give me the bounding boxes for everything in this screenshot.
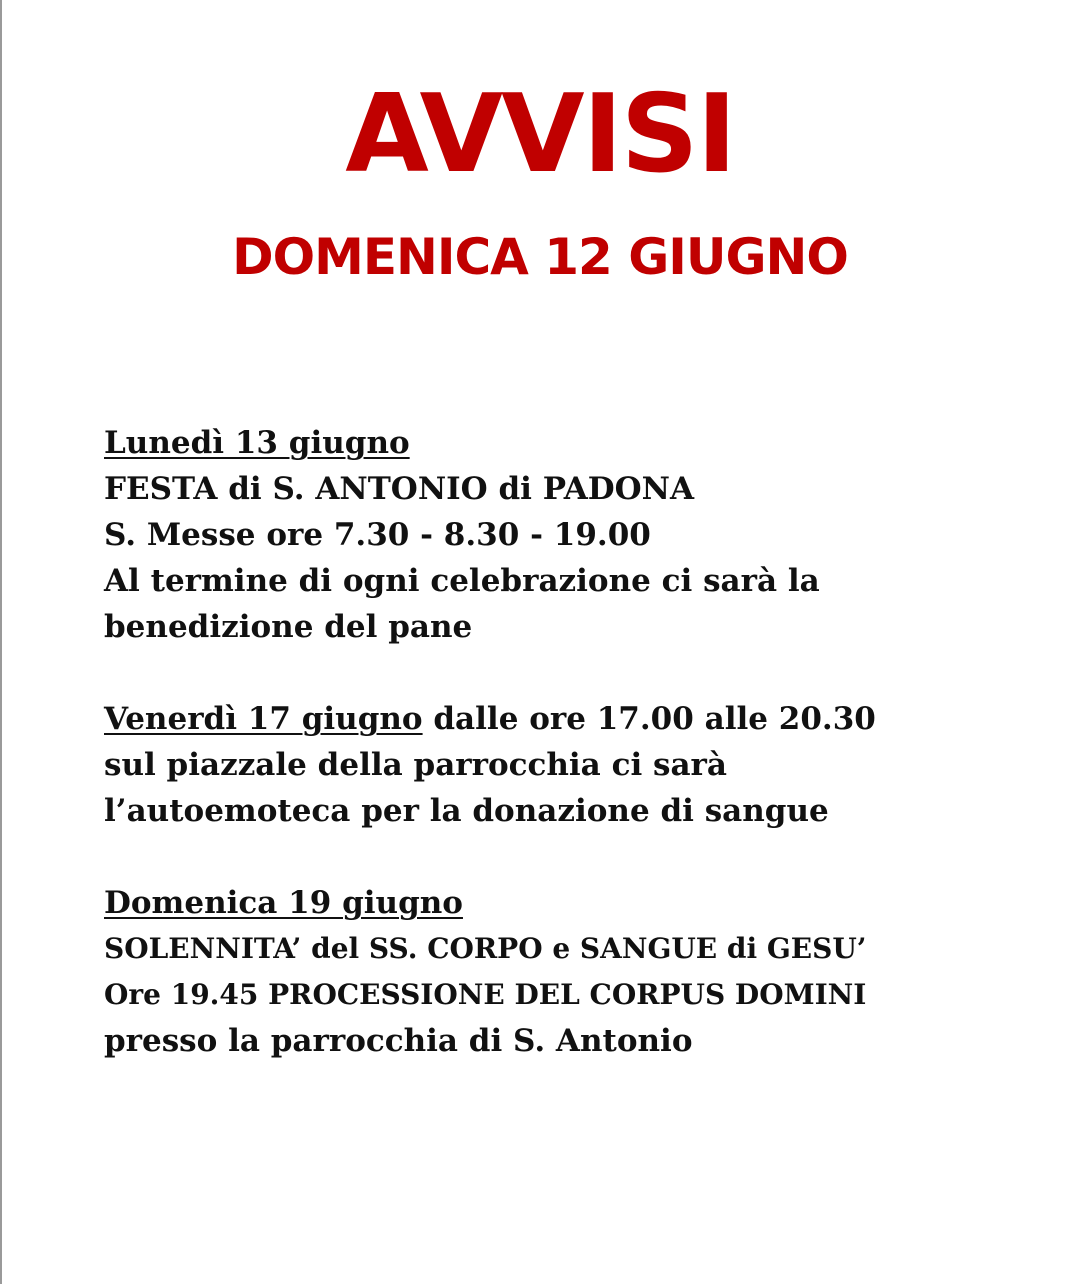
notice-line: presso la parrocchia di S. Antonio <box>104 1023 693 1059</box>
spacer <box>104 834 1064 880</box>
notice-line: FESTA di S. ANTONIO di PADONA <box>104 471 695 507</box>
notice-date: Domenica 19 giugno <box>104 885 463 921</box>
notices-list <box>104 420 1064 1064</box>
notice-monday <box>104 420 1064 650</box>
notice-line: Ore 19.45 PROCESSIONE DEL CORPUS DOMINI <box>104 978 867 1011</box>
notice-sunday <box>104 880 1064 1064</box>
notice-date: Lunedì 13 giugno <box>104 425 410 461</box>
notice-line: SOLENNITA’ del SS. CORPO e SANGUE di GESU’ <box>104 932 867 965</box>
notice-friday <box>104 696 1064 834</box>
notice-line: l’autoemoteca per la donazione di sangue <box>104 793 829 829</box>
notice-line: benedizione del pane <box>104 609 473 645</box>
spacer <box>104 650 1064 696</box>
page-title: AVVISI <box>345 72 735 197</box>
notice-date: Venerdì 17 giugno <box>104 701 423 737</box>
page-subtitle: DOMENICA 12 GIUGNO <box>232 228 848 286</box>
notice-line: Al termine di ogni celebrazione ci sarà la <box>104 563 820 599</box>
notice-line: sul piazzale della parrocchia ci sarà <box>104 747 727 783</box>
notice-date-suffix: dalle ore 17.00 alle 20.30 <box>422 701 876 737</box>
notice-line: S. Messe ore 7.30 - 8.30 - 19.00 <box>104 517 651 553</box>
